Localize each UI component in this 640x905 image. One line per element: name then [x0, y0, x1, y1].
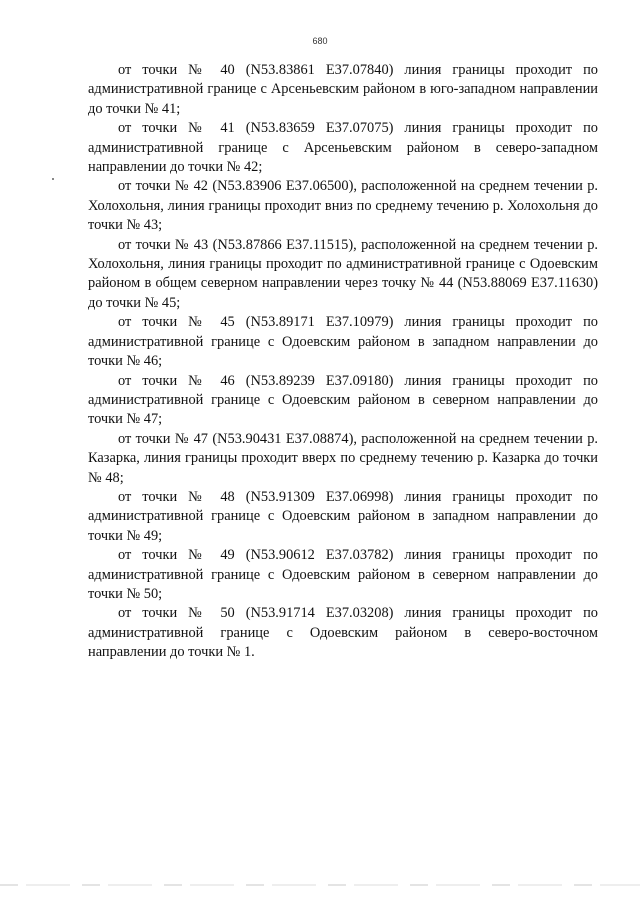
page-number: 680 [312, 36, 328, 46]
paragraph-point-41: от точки № 41 (N53.83659 E37.07075) линия границы проходит по административной границе с Арсеньевским районом в северо-западном направлении до точки № 42; [88, 120, 598, 176]
paragraph-point-47: от точки № 47 (N53.90431 E37.08874), расположенной на среднем течении р. Казарка, линия границы проходит вверх по среднему течению р. Казарка до точки № 48; [88, 430, 598, 486]
scan-artifact-strip [0, 884, 640, 886]
paragraph-point-49: от точки № 49 (N53.90612 E37.03782) линия границы проходит по административной границе с Одоевским районом в северном направлении до точки № 50; [88, 547, 598, 602]
document-body [88, 61, 598, 663]
paragraph-point-45: от точки № 45 (N53.89171 E37.10979) линия границы проходит по административной границе с Одоевским районом в западном направлении до точки № 46; [88, 314, 598, 370]
margin-mark [52, 178, 54, 180]
paragraph-point-42: от точки № 42 (N53.83906 E37.06500), расположенной на среднем течении р. Холохольня, линия границы проходит вниз по среднему течению р. Холохольня до точки № 43; [88, 178, 598, 234]
paragraph-point-46: от точки № 46 (N53.89239 E37.09180) линия границы проходит по административной границе с Одоевским районом в северном направлении до точки № 47; [88, 372, 598, 428]
paragraph-point-40: от точки № 40 (N53.83861 E37.07840) линия границы проходит по административной границе с Арсеньевским районом в юго-западном направлении до точки № 41; [88, 62, 598, 117]
paragraph-point-48: от точки № 48 (N53.91309 E37.06998) линия границы проходит по административной границе с Одоевским районом в западном направлении до точки № 49; [88, 488, 598, 544]
paragraph-point-50: от точки № 50 (N53.91714 E37.03208) линия границы проходит по административной границе с Одоевским районом в северо-восточном направлении до точки № 1. [88, 605, 598, 661]
paragraph-point-43: от точки № 43 (N53.87866 E37.11515), расположенной на среднем течении р. Холохольня, линия границы проходит по административной границе с Одоевским районом в общем северном направлении через точку № 44 (N53.88069 E37.11630) до точки № 45; [88, 236, 598, 311]
